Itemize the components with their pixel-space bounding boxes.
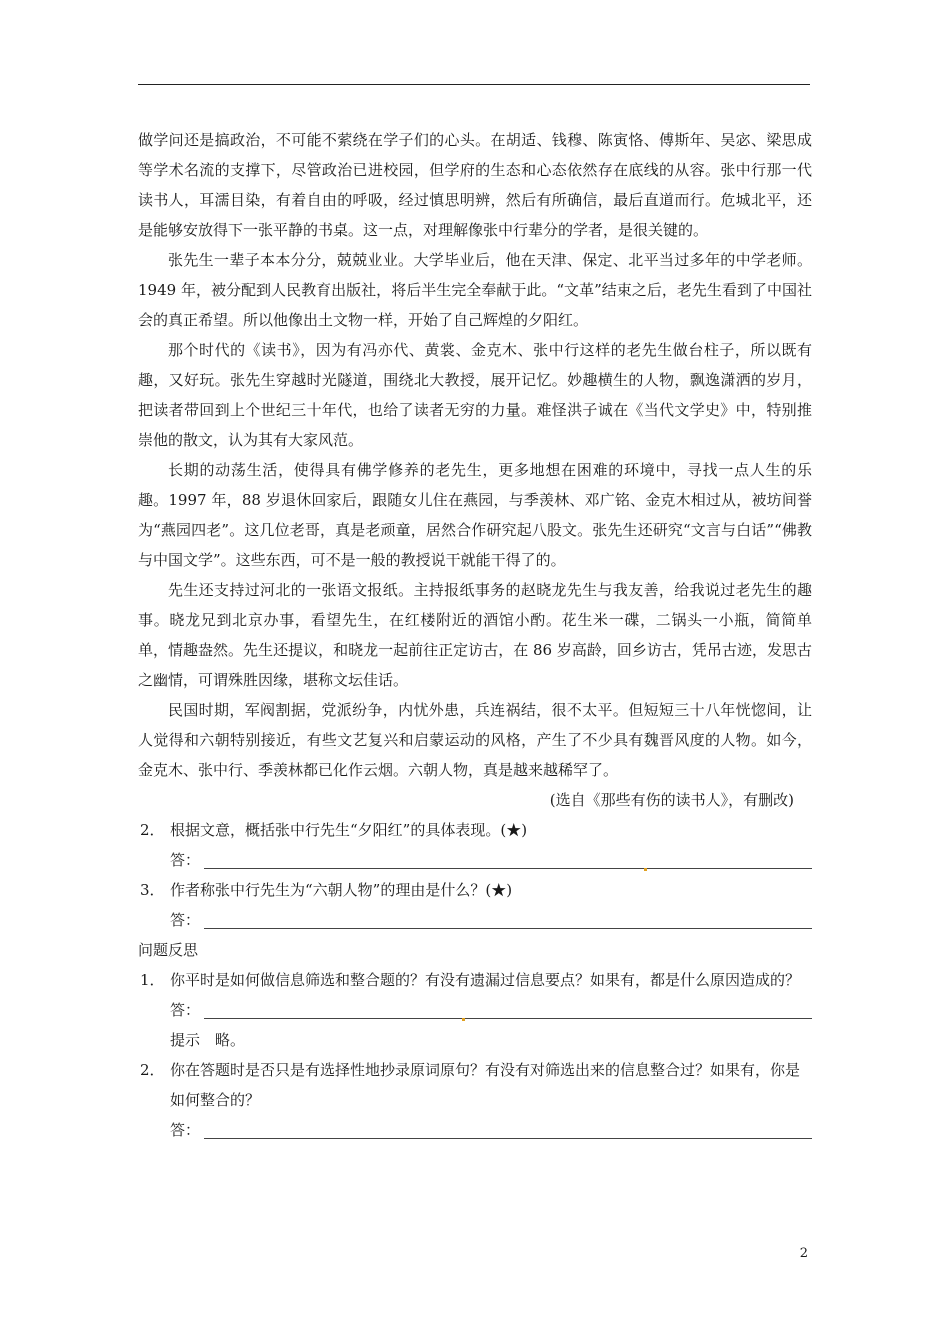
answer-line-q2 [138,845,812,875]
question-text: 你平时是如何做信息筛选和整合题的？有没有遗漏过信息要点？如果有，都是什么原因造成的？ [170,971,801,989]
paragraph: 那个时代的《读书》，因为有冯亦代、黄裳、金克木、张中行这样的老先生做台柱子，所以既有趣，又好玩。张先生穿越时光隧道，围绕北大教授，展开记忆。妙趣横生的人物，飘逸潇洒的岁月，把读者带回到上个世纪三十年代，也给了读者无穷的力量。难怪洪子诚在《当代文学史》中，特别推崇他的散文，认为其有大家风范。 [138,341,812,449]
paragraph: 做学问还是搞政治，不可能不萦绕在学子们的心头。在胡适、钱穆、陈寅恪、傅斯年、吴宓、梁思成等学术名流的支撑下，尽管政治已进校园，但学府的生态和心态依然存在底线的从容。张中行那一代读书人，耳濡目染，有着自由的呼吸，经过慎思明辨，然后有所确信，最后直道而行。危城北平，还是能够安放得下一张平静的书桌。这一点，对理解像张中行辈分的学者，是很关键的。 [138,131,812,239]
question-number: 1． [140,971,165,989]
marker-dot [644,868,647,871]
paragraph: 张先生一辈子本本分分，兢兢业业。大学毕业后，他在天津、保定、北平当过多年的中学老师。1949 年，被分配到人民教育出版社，将后半生完全奉献于此。“文革”结束之后，老先生看到了中国社会的真正希望。所以他像出土文物一样，开始了自己辉煌的夕阳红。 [138,251,812,329]
document-body [138,125,812,1145]
answer-label: 答： [170,1121,201,1139]
answer-blank[interactable] [204,848,812,869]
answer-blank[interactable] [204,908,812,929]
paragraph: 民国时期，军阀割据，党派纷争，内忧外患，兵连祸结，很不太平。但短短三十八年恍惚间，让人觉得和六朝特别接近，有些文艺复兴和启蒙运动的风格，产生了不少具有魏晋风度的人物。如今，金克木、张中行、季羡林都已化作云烟。六朝人物，真是越来越稀罕了。 [138,701,812,779]
question-number: 2． [140,821,165,839]
marker-dot [462,1018,465,1021]
question-text: 根据文意，概括张中行先生“夕阳红”的具体表现。(★) [170,821,528,839]
question-2 [138,815,812,845]
header-rule [138,84,810,85]
reflection-item-1 [138,965,812,995]
question-text: 作者称张中行先生为“六朝人物”的理由是什么？(★) [170,881,513,899]
answer-line-r1 [138,995,812,1025]
question-3 [138,875,812,905]
hint-text: 提示 略。 [170,1031,246,1049]
paragraph: 先生还支持过河北的一张语文报纸。主持报纸事务的赵晓龙先生与我友善，给我说过老先生的趣事。晓龙兄到北京办事，看望先生，在红楼附近的酒馆小酌。花生米一碟，二锅头一小瓶，简简单单，情趣盎然。先生还提议，和晓龙一起前往正定访古，在 86 岁高龄，回乡访古，凭吊古迹，发思古之幽情，可谓殊胜因缘，堪称文坛佳话。 [138,581,812,689]
answer-label: 答： [170,851,201,869]
answer-blank[interactable] [204,998,812,1019]
section-title: 问题反思 [138,941,199,959]
question-text: 你在答题时是否只是有选择性地抄录原词原句？有没有对筛选出来的信息整合过？如果有，你是如何整合的？ [170,1061,801,1109]
answer-line-r2 [138,1115,812,1145]
answer-blank[interactable] [204,1118,812,1139]
question-number: 3． [140,881,165,899]
answer-line-q3 [138,905,812,935]
reflection-item-2 [138,1055,812,1115]
answer-label: 答： [170,1001,201,1019]
question-number: 2． [140,1061,165,1079]
paragraph: 长期的动荡生活，使得具有佛学修养的老先生，更多地想在困难的环境中，寻找一点人生的乐趣。1997 年，88 岁退休回家后，跟随女儿住在燕园，与季羡林、邓广铭、金克木相过从，被坊间誉为“燕园四老”。这几位老哥，真是老顽童，居然合作研究起八股文。张先生还研究“文言与白话”“佛教与中国文学”。这些东西，可不是一般的教授说干就能干得了的。 [138,461,812,569]
page-number: 2 [799,1246,808,1261]
answer-label: 答： [170,911,201,929]
source-citation: (选自《那些有伤的读书人》，有删改) [549,791,794,809]
